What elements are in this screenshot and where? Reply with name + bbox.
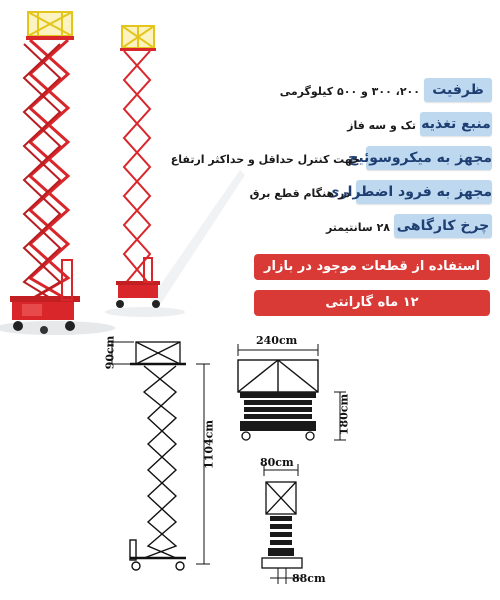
spec-label-wheel: چرخ کارگاهی: [394, 214, 492, 238]
technical-drawing-end: [252, 460, 322, 590]
spec-label-emergency: مجهز به فرود اضطراری: [356, 180, 492, 204]
spec-value-microswitch: جهت کنترل حداقل و حداکثر ارتفاع: [170, 153, 360, 166]
spec-label-microswitch: مجهز به میکروسوئیچ: [366, 146, 492, 170]
scissor-lift-render: [0, 0, 250, 345]
dim-front-width: 240cm: [256, 334, 298, 347]
banner-parts: استفاده از قطعات موجود در بازار: [254, 254, 490, 280]
dim-platform-height: 90cm: [103, 335, 117, 370]
small-lift-scissor: [124, 51, 150, 285]
dim-total-height: 1104cm: [202, 420, 216, 469]
banner-warranty: ۱۲ ماه گارانتی: [254, 290, 490, 316]
dim-front-height: 180cm: [337, 393, 351, 436]
spec-value-emergency: در هنگام قطع برق: [249, 187, 350, 200]
spec-label-power: منبع تغذیه: [420, 112, 492, 136]
spec-label-capacity: ظرفیت: [424, 78, 492, 102]
dim-base-width: 88cm: [292, 572, 326, 585]
spec-value-wheel: ۲۸ سانتیمتر: [325, 221, 390, 234]
spec-value-power: تک و سه فاز: [347, 119, 416, 132]
spec-value-capacity: ۲۰۰، ۳۰۰ و ۵۰۰ کیلوگرمی: [279, 85, 420, 98]
big-lift-platform: [28, 12, 72, 36]
product-illustration: [0, 0, 250, 345]
small-lift-platform: [122, 26, 154, 48]
dim-side-width: 80cm: [260, 456, 294, 469]
